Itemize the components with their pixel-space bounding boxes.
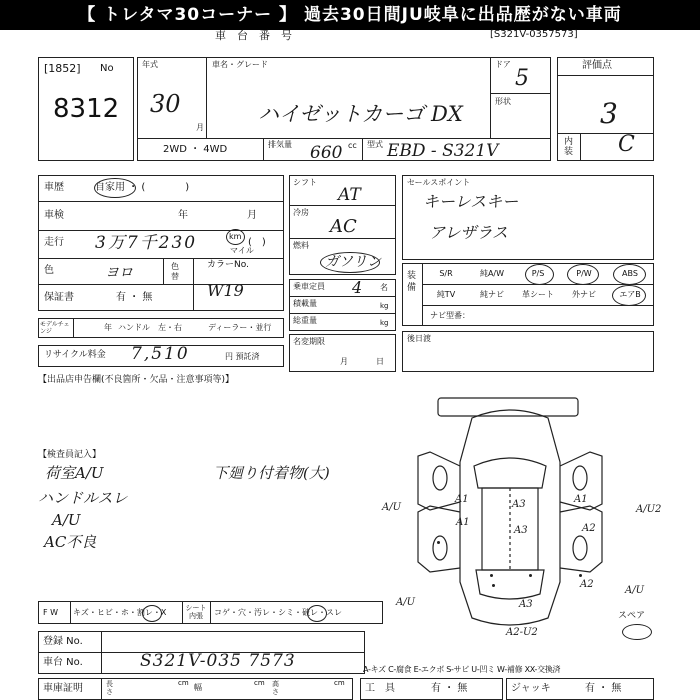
mileage-unit-mile: マイル — [230, 246, 254, 255]
grade-value: ハイゼットカーゴ DX — [258, 102, 463, 126]
model-change-year: 年 — [104, 323, 112, 332]
color-value: ヨロ — [105, 265, 133, 281]
recycle-label: リサイクル料金 — [44, 350, 106, 360]
chassis-value: S321V-035 7573 — [140, 651, 296, 671]
model-label: 型式 — [367, 140, 383, 149]
mark-right-au2: A/U2 — [636, 504, 662, 515]
mileage-paren: ( ) — [248, 237, 266, 248]
mileage-unit-km: km — [229, 232, 242, 241]
color-change-label: 色替 — [171, 262, 179, 281]
capacity-unit: 名 — [380, 283, 388, 292]
equip-power-steering: P/S — [531, 269, 545, 278]
displacement-value: 660 — [310, 143, 343, 163]
mark-a1-front-right: A1 — [574, 494, 588, 505]
recycle-value: 7,510 — [131, 344, 190, 364]
cert-width-label: 幅 — [194, 683, 202, 692]
inspector-line3: A/U — [52, 511, 81, 529]
jack-label: ジャッキ — [511, 683, 551, 694]
inspector-line1: 荷室A/U — [45, 464, 104, 482]
spare-circle — [622, 624, 652, 640]
equip-leather-seat: 革シート — [522, 290, 554, 299]
header-mid: 車 台 番 号 — [215, 29, 292, 42]
body-type-label: 形状 — [495, 97, 511, 106]
gross-label: 総重量 — [293, 316, 317, 325]
inspector-line4: AC不良 — [44, 533, 97, 551]
cert-height-unit: cm — [334, 679, 345, 687]
inspector-title: 【検査員記入】 — [38, 450, 102, 460]
mileage-value: 3万7千230 — [95, 233, 198, 253]
equip-airbag: エアB — [619, 290, 641, 299]
tools-label: 工 具 — [365, 683, 395, 694]
color-no-label: カラーNo. — [207, 260, 249, 270]
cert-height-label: 高さ — [272, 680, 279, 696]
shift-value: AT — [338, 185, 361, 205]
sales-point-box — [402, 175, 654, 260]
model-change-dealer: ディーラー・並行 — [208, 323, 272, 332]
fuel-value: ガソリン — [325, 254, 381, 270]
grade-label: 車名・グレード — [212, 60, 268, 69]
mark-a1-front-left: A1 — [455, 494, 469, 505]
lot-code: [1852] — [44, 62, 81, 75]
interior-value: C — [618, 132, 635, 157]
sales-point-line1: キーレスキー — [423, 192, 519, 211]
equip-navi: 純ナビ — [480, 290, 504, 299]
mark-a2-rear-right: A2 — [580, 579, 594, 590]
interior-label: 内装 — [564, 137, 574, 157]
capacity-value: 4 — [352, 278, 363, 297]
shift-label: シフト — [293, 178, 317, 187]
code-seat: シート 内張 — [185, 604, 207, 620]
car-damage-diagram — [410, 392, 610, 642]
score-label: 評価点 — [582, 60, 612, 71]
lot-number: 8312 — [53, 94, 120, 124]
inspection-year: 年 — [178, 210, 188, 221]
notes-title: 【出品店申告欄(不良箇所・欠品・注意事項等)】 — [38, 375, 235, 385]
drive-value: 2WD ・ 4WD — [163, 144, 228, 155]
inspector-right1: 下廻り付着物(大) — [213, 464, 330, 482]
equip-tv: 純TV — [436, 290, 456, 299]
model-value: EBD - S321V — [387, 141, 499, 161]
reg-no-label: 登録 No. — [43, 636, 83, 647]
inspection-label: 車検 — [44, 210, 64, 221]
history-value: 自家用 ・ ( ) — [95, 182, 190, 193]
aircon-value: AC — [330, 216, 357, 237]
door-value: 5 — [515, 66, 529, 91]
code-right: コゲ・穴・汚レ・シミ・破レ・スレ — [214, 608, 342, 617]
mileage-label: 走行 — [44, 237, 64, 248]
fuel-label: 燃料 — [293, 241, 309, 250]
remarks-label: 後日渡 — [407, 334, 431, 343]
equip-sr: S/R — [439, 269, 453, 278]
cert-length-unit: cm — [178, 679, 189, 687]
load-label: 積載量 — [293, 299, 317, 308]
year-label: 年式 — [142, 60, 158, 69]
history-label: 車歴 — [44, 182, 64, 193]
mark-a3-rear: A3 — [519, 599, 533, 610]
score-value: 3 — [600, 97, 618, 130]
gross-unit: kg — [380, 319, 389, 327]
name-change-month: 月 — [340, 357, 348, 366]
cert-width-unit: cm — [254, 679, 265, 687]
mark-rear-right-au: A/U — [625, 585, 645, 596]
chassis-label: 車台 No. — [43, 657, 83, 668]
color-label: 色 — [44, 265, 54, 276]
year-value: 30 — [150, 90, 181, 118]
mark-a3-roof: A3 — [512, 499, 526, 510]
mark-a1-door-left: A1 — [456, 517, 470, 528]
mark-a2-right: A2 — [582, 523, 596, 534]
equip-abs: ABS — [622, 269, 638, 278]
equip-power-window: P/W — [576, 269, 592, 278]
recycle-unit: 円 預託済 — [225, 352, 260, 361]
cert-label: 車庫証明 — [43, 683, 83, 694]
code-left: キズ・ヒビ・ホ・割レ・X — [73, 608, 167, 617]
navi-model-label: ナビ型番： — [430, 311, 470, 320]
spare-label: スペア — [618, 611, 646, 621]
remarks-box — [402, 331, 654, 372]
mark-left-au: A/U — [382, 502, 402, 513]
mark-rear-left-au: A/U — [396, 597, 416, 608]
tools-value: 有 ・ 無 — [431, 683, 468, 694]
displacement-unit: cc — [348, 141, 357, 150]
sales-point-line2: アレザラス — [429, 223, 508, 242]
inspector-line2: ハンドルスレ — [38, 489, 128, 507]
damage-legend: A-キズ C-腐食 E-エクボ S-サビ U-凹ミ W-補修 XX-交換済 — [363, 665, 561, 674]
mark-a2u2-bottom: A2-U2 — [506, 627, 538, 638]
color-no-value: W19 — [207, 281, 244, 300]
aircon-label: 冷房 — [293, 208, 309, 217]
model-change-label: モデルチェンジ — [40, 321, 70, 335]
jack-value: 有 ・ 無 — [585, 683, 622, 694]
lot-no-label: No — [100, 63, 114, 74]
capacity-label: 乗車定員 — [293, 282, 325, 291]
header-right: [S321V-0357573] — [490, 29, 578, 40]
equipment-label: 装備 — [407, 271, 417, 293]
equip-alloy-wheel: 純A/W — [479, 269, 505, 278]
load-unit: kg — [380, 302, 389, 310]
sales-point-label: セールスポイント — [407, 178, 471, 187]
year-unit: 月 — [196, 123, 204, 132]
name-change-day: 日 — [376, 357, 384, 366]
name-change-label: 名変期限 — [293, 337, 325, 346]
warranty-value: 有 ・ 無 — [116, 292, 153, 303]
inspection-month: 月 — [247, 210, 257, 221]
warranty-label: 保証書 — [44, 292, 74, 303]
equip-ext-navi: 外ナビ — [572, 290, 596, 299]
cert-length-label: 長さ — [106, 680, 113, 696]
mark-a3-cabin: A3 — [514, 525, 528, 536]
door-label: ドア — [495, 60, 511, 69]
header-banner: 【 トレタマ30コーナー 】 過去30日間JU岐阜に出品歴がない車両 — [0, 0, 700, 30]
model-change-handle: ハンドル 左・右 — [118, 323, 182, 332]
code-fw: F W — [43, 608, 59, 617]
displacement-label: 排気量 — [268, 140, 292, 149]
